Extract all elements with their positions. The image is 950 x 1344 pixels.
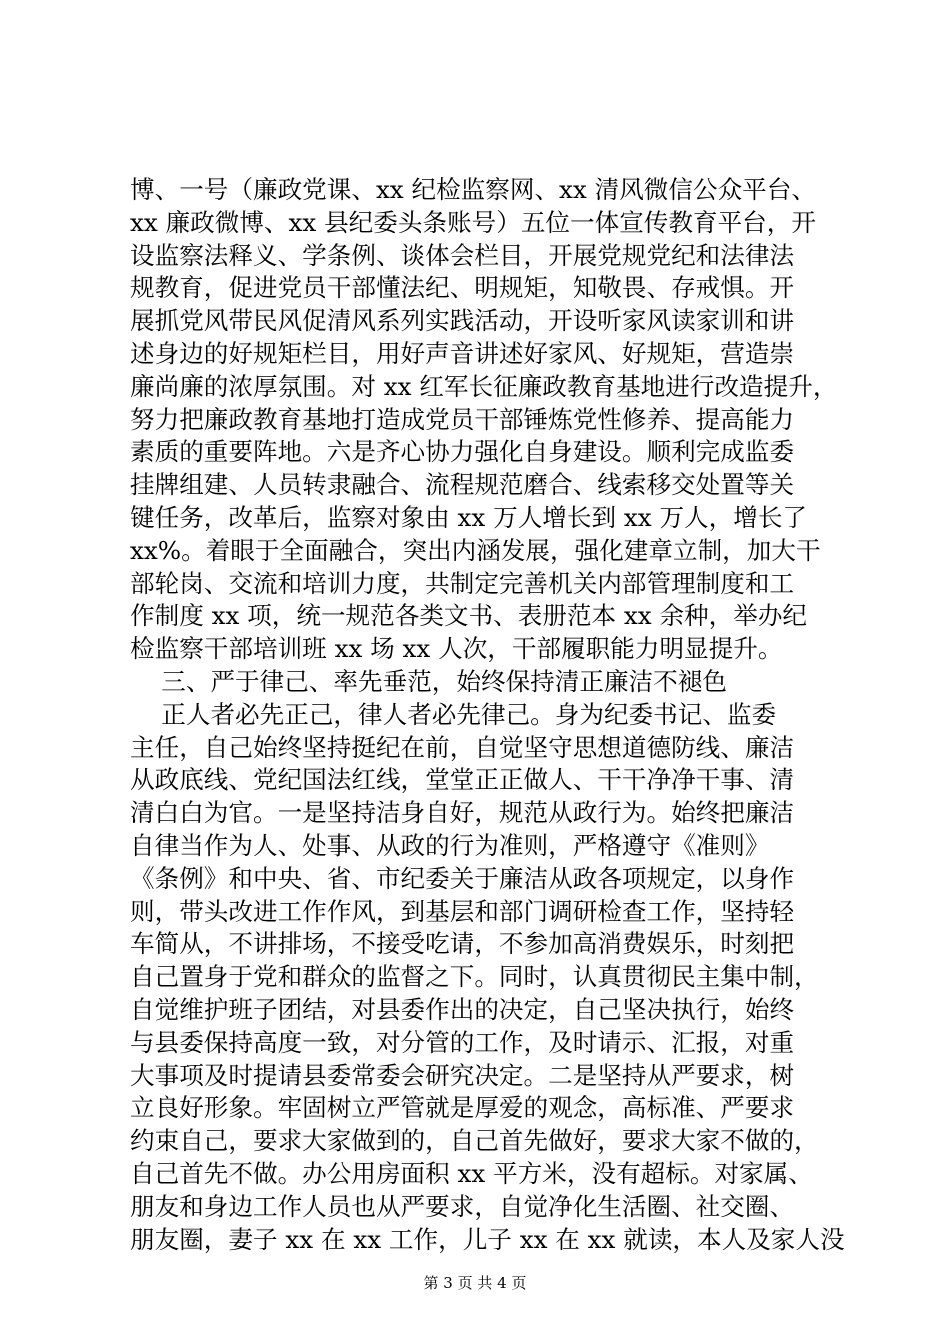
text-line: 素质的重要阵地。六是齐心协力强化自身建设。顺利完成监委	[130, 437, 795, 467]
text-line: 正人者必先正己，律人者必先律己。身为纪委书记、监委	[130, 699, 777, 729]
text-line: xx%。着眼于全面融合，突出内涵发展，强化建章立制，加大干	[130, 535, 821, 565]
text-line: 自觉维护班子团结，对县委作出的决定，自己坚决执行，始终	[130, 994, 795, 1024]
text-line: 努力把廉政教育基地打造成党员干部锤炼党性修养、提高能力	[130, 404, 795, 434]
page-number-footer: 第 3 页 共 4 页	[423, 1274, 527, 1292]
text-line: 部轮岗、交流和培训力度，共制定完善机关内部管理制度和工	[130, 568, 795, 598]
text-line: 键任务，改革后，监察对象由 xx 万人增长到 xx 万人，增长了	[130, 502, 808, 532]
text-line: 作制度 xx 项，统一规范各类文书、表册范本 xx 余种，举办纪	[130, 601, 808, 631]
text-line: 约束自己，要求大家做到的，自己首先做好，要求大家不做的，	[130, 1126, 819, 1156]
text-line: 车简从，不讲排场，不接受吃请，不参加高消费娱乐，时刻把	[130, 929, 795, 959]
text-line: 挂牌组建、人员转隶融合、流程规范磨合、线索移交处置等关	[130, 470, 795, 500]
text-line: 检监察干部培训班 xx 场 xx 人次，干部履职能力明显提升。	[130, 634, 783, 664]
text-line: 展抓党风带民风促清风系列实践活动，开设听家风读家训和讲	[130, 306, 795, 336]
text-line: 《条例》和中央、省、市纪委关于廉洁从政各项规定，以身作	[130, 863, 795, 893]
text-line: 自己置身于党和群众的监督之下。同时，认真贯彻民主集中制，	[130, 962, 819, 992]
text-line: 则，带头改进工作作风，到基层和部门调研检查工作，坚持轻	[130, 896, 795, 926]
text-line: 从政底线、党纪国法红线，堂堂正正做人、干干净净干事、清	[130, 765, 795, 795]
body-text	[130, 174, 845, 1256]
text-line: 自己首先不做。办公用房面积 xx 平方米，没有超标。对家属、	[130, 1158, 813, 1188]
text-line: 自律当作为人、处事、从政的行为准则，严格遵守《准则》	[130, 830, 770, 860]
section-heading: 三、严于律己、率先垂范，始终保持清正廉洁不褪色	[130, 666, 727, 696]
text-line: 立良好形象。牢固树立严管就是厚爱的观念，高标准、严要求	[130, 1093, 795, 1123]
text-line: 清白白为官。一是坚持洁身自好，规范从政行为。始终把廉洁	[130, 798, 795, 828]
text-line: 朋友和身边工作人员也从严要求，自觉净化生活圈、社交圈、	[130, 1191, 795, 1221]
text-line: 规教育，促进党员干部懂法纪、明规矩，知敬畏、存戒惧。开	[130, 273, 795, 303]
text-line: 与县委保持高度一致，对分管的工作，及时请示、汇报，对重	[130, 1027, 795, 1057]
text-line: xx 廉政微博、xx 县纪委头条账号）五位一体宣传教育平台，开	[130, 207, 816, 237]
text-line: 博、一号（廉政党课、xx 纪检监察网、xx 清风微信公众平台、	[130, 175, 816, 204]
text-line: 设监察法释义、学条例、谈体会栏目，开展党规党纪和法律法	[130, 240, 795, 270]
text-line: 朋友圈，妻子 xx 在 xx 工作，儿子 xx 在 xx 就读，本人及家人没	[130, 1224, 845, 1254]
text-line: 述身边的好规矩栏目，用好声音讲述好家风、好规矩，营造崇	[130, 338, 795, 368]
text-line: 大事项及时提请县委常委会研究决定。二是坚持从严要求，树	[130, 1060, 795, 1090]
text-line: 主任，自己始终坚持挺纪在前，自觉坚守思想道德防线、廉洁	[130, 732, 795, 762]
text-line: 廉尚廉的浓厚氛围。对 xx 红军长征廉政教育基地进行改造提升，	[130, 371, 838, 401]
